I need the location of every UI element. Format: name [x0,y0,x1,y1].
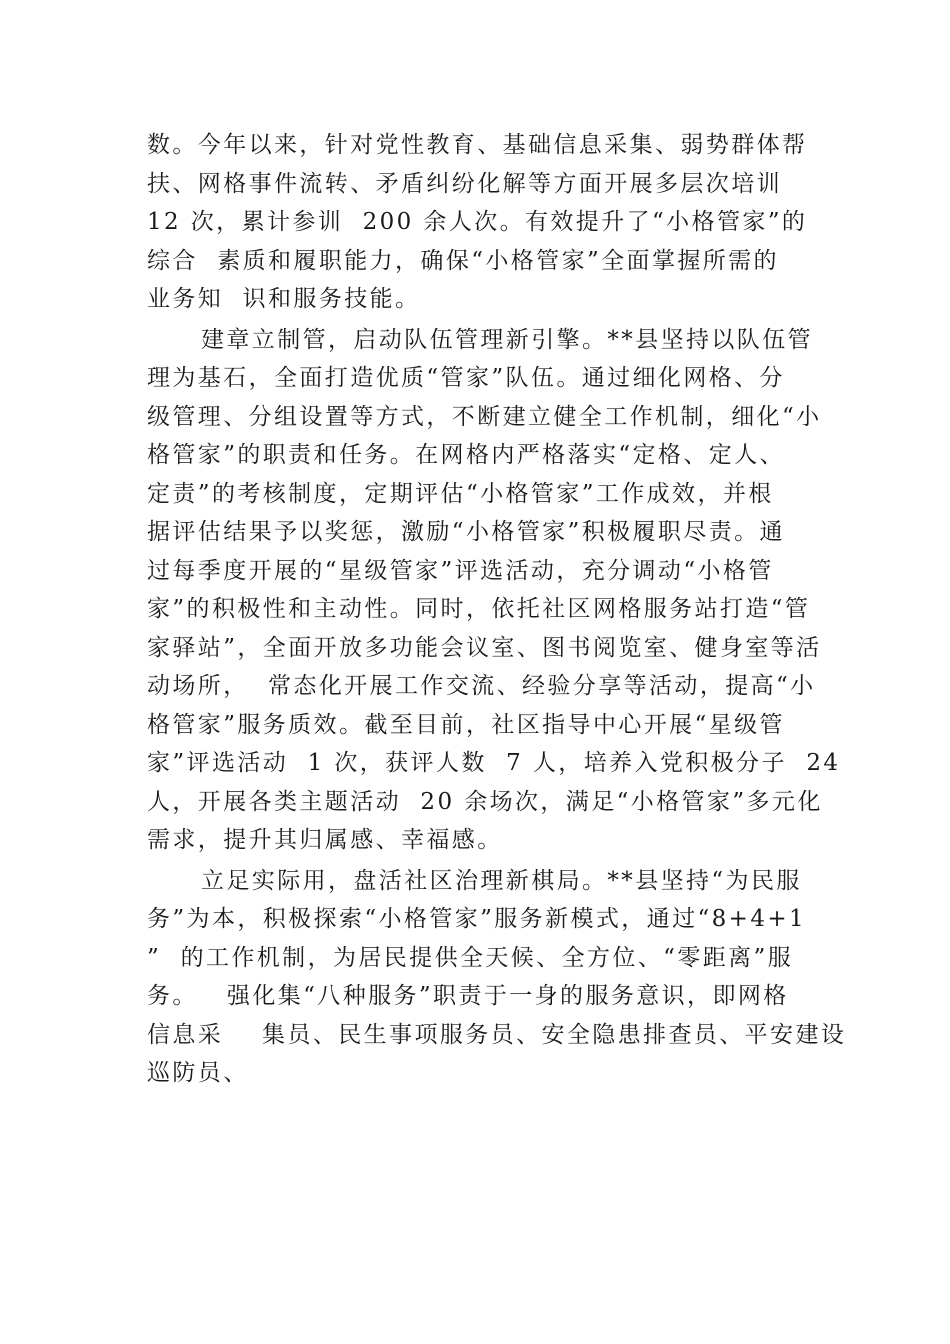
paragraph [147,321,841,860]
text-line: 12 次，累计参训 200 余人次。有效提升了“小格管家”的 [147,209,808,235]
text-line: 家”的积极性和主动性。同时，依托社区网格服务站打造“管 [147,596,811,622]
text-line: 过每季度开展的“星级管家”评选活动，充分调动“小格管 [147,557,774,584]
text-line: 级管理、分组设置等方式，不断建立健全工作机制，细化“小 [147,403,822,430]
text-line: 格管家”服务质效。截至目前，社区指导中心开展“星级管 [147,711,785,738]
text-line: 家驿站”，全面开放多功能会议室、图书阅览室、健身室等活 [147,634,822,661]
text-line: 需求，提升其归属感、幸福感。 [147,827,503,853]
paragraph [147,126,813,319]
text-line: 据评估结果予以奖惩，激励“小格管家”积极履职尽责。通 [147,519,785,545]
text-line: 务”为本，积极探索“小格管家”服务新模式，通过“8+4+1 [147,906,807,932]
text-line: 人，开展各类主题活动 20 余场次，满足“小格管家”多元化 [147,788,823,815]
text-line: 信息采 集员、民生事项服务员、安全隐患排查员、平安建设 [147,1021,847,1048]
text-line: 立足实际用，盘活社区治理新棋局。**县坚持“为民服 [201,867,802,894]
text-line: 格管家”的职责和任务。在网格内严格落实“定格、定人、 [147,442,785,468]
text-line: 定责”的考核制度，定期评估“小格管家”工作成效，并根 [147,480,774,507]
text-line: 数。今年以来，针对党性教育、基础信息采集、弱势群体帮 [147,132,808,158]
text-line: 综合 素质和履职能力，确保“小格管家”全面掌握所需的 [147,247,779,274]
body-text [147,126,847,1095]
text-line: 扶、网格事件流转、矛盾纠纷化解等方面开展多层次培训 [147,170,782,197]
paragraph [147,862,847,1093]
text-line: 务。 强化集“八种服务”职责于一身的服务意识，即网格 [147,983,789,1009]
text-line: 理为基石，全面打造优质“管家”队伍。通过细化网格、分 [147,365,785,391]
text-line: ” 的工作机制，为居民提供全天候、全方位、“零距离”服 [147,944,794,971]
text-line: 建章立制管，启动队伍管理新引擎。**县坚持以队伍管 [201,326,813,353]
text-line: 动场所， 常态化开展工作交流、经验分享等活动，提高“小 [147,673,816,699]
text-line: 业务知 识和服务技能。 [147,286,421,312]
text-line: 家”评选活动 1 次，获评人数 7 人，培养入党积极分子 24 [147,750,841,776]
text-line: 巡防员、 [147,1060,249,1086]
